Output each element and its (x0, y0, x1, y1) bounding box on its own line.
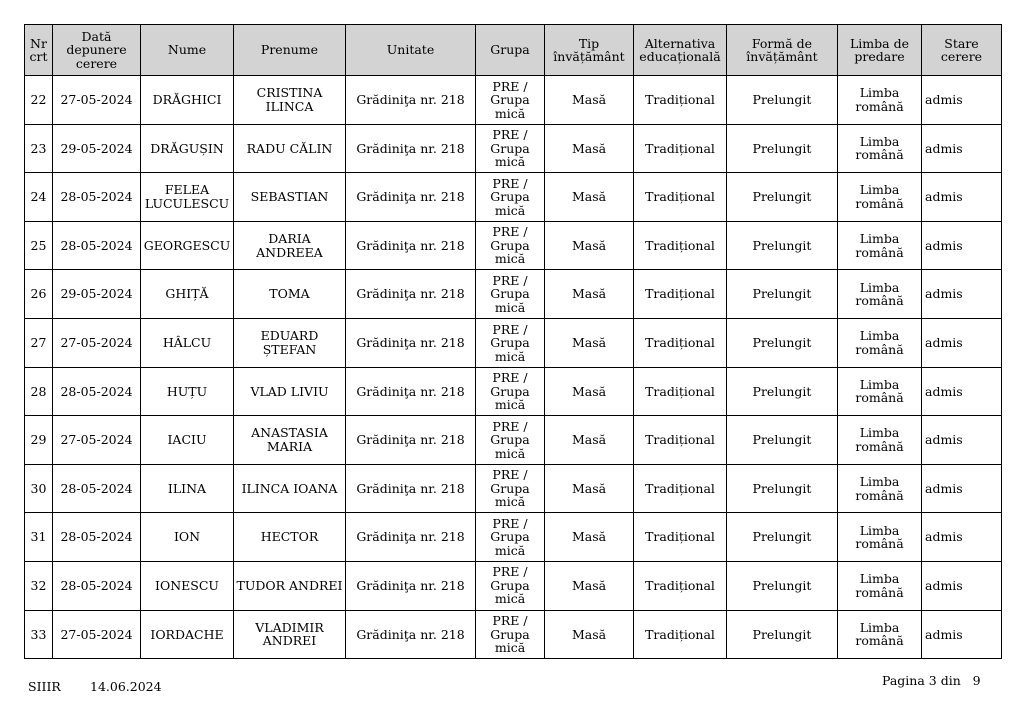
header-limba-predare: Limba de predare (838, 25, 922, 76)
cell-unitate: Grădiniţa nr. 218 (346, 173, 476, 222)
cell-tip-invatamant: Masă (545, 561, 634, 610)
header-grupa: Grupa (476, 25, 545, 76)
table-row (25, 416, 1002, 465)
cell-tip-invatamant: Masă (545, 221, 634, 270)
table-row (25, 270, 1002, 319)
cell-data-depunere: 28-05-2024 (53, 513, 141, 562)
cell-grupa: PRE / Grupa mică (476, 561, 545, 610)
cell-limba-predare: Limba română (838, 416, 922, 465)
cell-nr-crt: 28 (25, 367, 53, 416)
cell-prenume: RADU CĂLIN (234, 124, 346, 173)
cell-limba-predare: Limba română (838, 221, 922, 270)
cell-forma-invatamant: Prelungit (727, 513, 838, 562)
cell-stare-cerere: admis (922, 610, 1002, 659)
cell-unitate: Grădiniţa nr. 218 (346, 513, 476, 562)
cell-nr-crt: 31 (25, 513, 53, 562)
cell-stare-cerere: admis (922, 416, 1002, 465)
header-data-depunere: Dată depunere cerere (53, 25, 141, 76)
cell-tip-invatamant: Masă (545, 318, 634, 367)
footer-page-number: Pagina 3 din 9 (882, 673, 981, 688)
cell-data-depunere: 27-05-2024 (53, 76, 141, 125)
cell-nr-crt: 27 (25, 318, 53, 367)
cell-nume: ILINA (141, 464, 234, 513)
cell-forma-invatamant: Prelungit (727, 124, 838, 173)
cell-prenume: TOMA (234, 270, 346, 319)
cell-grupa: PRE / Grupa mică (476, 124, 545, 173)
header-nr-crt: Nr crt (25, 25, 53, 76)
cell-data-depunere: 29-05-2024 (53, 124, 141, 173)
cell-data-depunere: 28-05-2024 (53, 173, 141, 222)
cell-forma-invatamant: Prelungit (727, 76, 838, 125)
cell-forma-invatamant: Prelungit (727, 318, 838, 367)
cell-grupa: PRE / Grupa mică (476, 513, 545, 562)
cell-unitate: Grădiniţa nr. 218 (346, 270, 476, 319)
cell-grupa: PRE / Grupa mică (476, 270, 545, 319)
cell-stare-cerere: admis (922, 173, 1002, 222)
header-unitate: Unitate (346, 25, 476, 76)
cell-data-depunere: 27-05-2024 (53, 416, 141, 465)
cell-nr-crt: 32 (25, 561, 53, 610)
cell-alternativa: Tradițional (634, 270, 727, 319)
cell-data-depunere: 28-05-2024 (53, 221, 141, 270)
cell-prenume: VLAD LIVIU (234, 367, 346, 416)
table-row (25, 173, 1002, 222)
cell-nr-crt: 22 (25, 76, 53, 125)
table-row (25, 610, 1002, 659)
cell-unitate: Grădiniţa nr. 218 (346, 318, 476, 367)
cell-unitate: Grădiniţa nr. 218 (346, 610, 476, 659)
cell-stare-cerere: admis (922, 561, 1002, 610)
cell-grupa: PRE / Grupa mică (476, 610, 545, 659)
cell-data-depunere: 29-05-2024 (53, 270, 141, 319)
cell-unitate: Grădiniţa nr. 218 (346, 416, 476, 465)
cell-alternativa: Tradițional (634, 367, 727, 416)
cell-unitate: Grădiniţa nr. 218 (346, 367, 476, 416)
cell-stare-cerere: admis (922, 513, 1002, 562)
cell-data-depunere: 28-05-2024 (53, 367, 141, 416)
table-body (25, 76, 1002, 659)
cell-prenume: ANASTASIA MARIA (234, 416, 346, 465)
cell-prenume: ILINCA IOANA (234, 464, 346, 513)
cell-grupa: PRE / Grupa mică (476, 76, 545, 125)
cell-alternativa: Tradițional (634, 464, 727, 513)
cell-forma-invatamant: Prelungit (727, 367, 838, 416)
cell-limba-predare: Limba română (838, 318, 922, 367)
cell-nume: FELEA LUCULESCU (141, 173, 234, 222)
cell-grupa: PRE / Grupa mică (476, 318, 545, 367)
cell-limba-predare: Limba română (838, 76, 922, 125)
footer-date: 14.06.2024 (90, 679, 162, 694)
table-row (25, 367, 1002, 416)
cell-nume: DRĂGUȘIN (141, 124, 234, 173)
cell-tip-invatamant: Masă (545, 416, 634, 465)
cell-nume: ION (141, 513, 234, 562)
cell-nume: IORDACHE (141, 610, 234, 659)
cell-forma-invatamant: Prelungit (727, 270, 838, 319)
table-header-row (25, 25, 1002, 76)
cell-nr-crt: 24 (25, 173, 53, 222)
cell-grupa: PRE / Grupa mică (476, 221, 545, 270)
cell-stare-cerere: admis (922, 76, 1002, 125)
cell-grupa: PRE / Grupa mică (476, 367, 545, 416)
cell-nr-crt: 29 (25, 416, 53, 465)
cell-unitate: Grădiniţa nr. 218 (346, 221, 476, 270)
cell-nume: GEORGESCU (141, 221, 234, 270)
cell-tip-invatamant: Masă (545, 124, 634, 173)
cell-stare-cerere: admis (922, 367, 1002, 416)
cell-forma-invatamant: Prelungit (727, 561, 838, 610)
header-forma-invatamant: Formă de învățământ (727, 25, 838, 76)
table-row (25, 76, 1002, 125)
header-tip-invatamant: Tip învățământ (545, 25, 634, 76)
cell-prenume: CRISTINA ILINCA (234, 76, 346, 125)
cell-forma-invatamant: Prelungit (727, 221, 838, 270)
admissions-table (24, 24, 1002, 659)
cell-prenume: TUDOR ANDREI (234, 561, 346, 610)
cell-alternativa: Tradițional (634, 561, 727, 610)
cell-alternativa: Tradițional (634, 76, 727, 125)
cell-limba-predare: Limba română (838, 124, 922, 173)
cell-tip-invatamant: Masă (545, 270, 634, 319)
table-row (25, 221, 1002, 270)
cell-nume: HUȚU (141, 367, 234, 416)
cell-nr-crt: 30 (25, 464, 53, 513)
cell-tip-invatamant: Masă (545, 464, 634, 513)
cell-stare-cerere: admis (922, 318, 1002, 367)
cell-alternativa: Tradițional (634, 513, 727, 562)
cell-forma-invatamant: Prelungit (727, 416, 838, 465)
cell-data-depunere: 27-05-2024 (53, 318, 141, 367)
cell-forma-invatamant: Prelungit (727, 173, 838, 222)
cell-unitate: Grădiniţa nr. 218 (346, 561, 476, 610)
cell-unitate: Grădiniţa nr. 218 (346, 124, 476, 173)
cell-prenume: DARIA ANDREEA (234, 221, 346, 270)
header-prenume: Prenume (234, 25, 346, 76)
cell-limba-predare: Limba română (838, 173, 922, 222)
cell-alternativa: Tradițional (634, 318, 727, 367)
cell-alternativa: Tradițional (634, 221, 727, 270)
cell-alternativa: Tradițional (634, 124, 727, 173)
cell-data-depunere: 28-05-2024 (53, 561, 141, 610)
cell-limba-predare: Limba română (838, 610, 922, 659)
cell-tip-invatamant: Masă (545, 513, 634, 562)
cell-data-depunere: 27-05-2024 (53, 610, 141, 659)
cell-nume: HÂLCU (141, 318, 234, 367)
cell-nume: DRĂGHICI (141, 76, 234, 125)
table-row (25, 318, 1002, 367)
cell-nr-crt: 26 (25, 270, 53, 319)
cell-forma-invatamant: Prelungit (727, 464, 838, 513)
cell-stare-cerere: admis (922, 464, 1002, 513)
cell-nr-crt: 33 (25, 610, 53, 659)
cell-stare-cerere: admis (922, 221, 1002, 270)
cell-stare-cerere: admis (922, 124, 1002, 173)
cell-nr-crt: 23 (25, 124, 53, 173)
cell-grupa: PRE / Grupa mică (476, 173, 545, 222)
cell-nume: IACIU (141, 416, 234, 465)
header-alternativa: Alternativa educațională (634, 25, 727, 76)
cell-alternativa: Tradițional (634, 173, 727, 222)
cell-tip-invatamant: Masă (545, 610, 634, 659)
cell-prenume: HECTOR (234, 513, 346, 562)
cell-alternativa: Tradițional (634, 416, 727, 465)
cell-data-depunere: 28-05-2024 (53, 464, 141, 513)
cell-prenume: SEBASTIAN (234, 173, 346, 222)
cell-unitate: Grădiniţa nr. 218 (346, 76, 476, 125)
cell-alternativa: Tradițional (634, 610, 727, 659)
cell-limba-predare: Limba română (838, 464, 922, 513)
cell-tip-invatamant: Masă (545, 173, 634, 222)
cell-nume: GHIȚĂ (141, 270, 234, 319)
cell-tip-invatamant: Masă (545, 76, 634, 125)
cell-stare-cerere: admis (922, 270, 1002, 319)
table-row (25, 561, 1002, 610)
header-stare-cerere: Stare cerere (922, 25, 1002, 76)
cell-grupa: PRE / Grupa mică (476, 416, 545, 465)
cell-unitate: Grădiniţa nr. 218 (346, 464, 476, 513)
cell-tip-invatamant: Masă (545, 367, 634, 416)
cell-nr-crt: 25 (25, 221, 53, 270)
cell-prenume: EDUARD ȘTEFAN (234, 318, 346, 367)
cell-limba-predare: Limba română (838, 513, 922, 562)
cell-forma-invatamant: Prelungit (727, 610, 838, 659)
header-nume: Nume (141, 25, 234, 76)
table-row (25, 464, 1002, 513)
cell-limba-predare: Limba română (838, 367, 922, 416)
table-row (25, 513, 1002, 562)
cell-limba-predare: Limba română (838, 270, 922, 319)
cell-grupa: PRE / Grupa mică (476, 464, 545, 513)
table-row (25, 124, 1002, 173)
cell-limba-predare: Limba română (838, 561, 922, 610)
cell-nume: IONESCU (141, 561, 234, 610)
cell-prenume: VLADIMIR ANDREI (234, 610, 346, 659)
footer-system-name: SIIIR (28, 679, 61, 694)
